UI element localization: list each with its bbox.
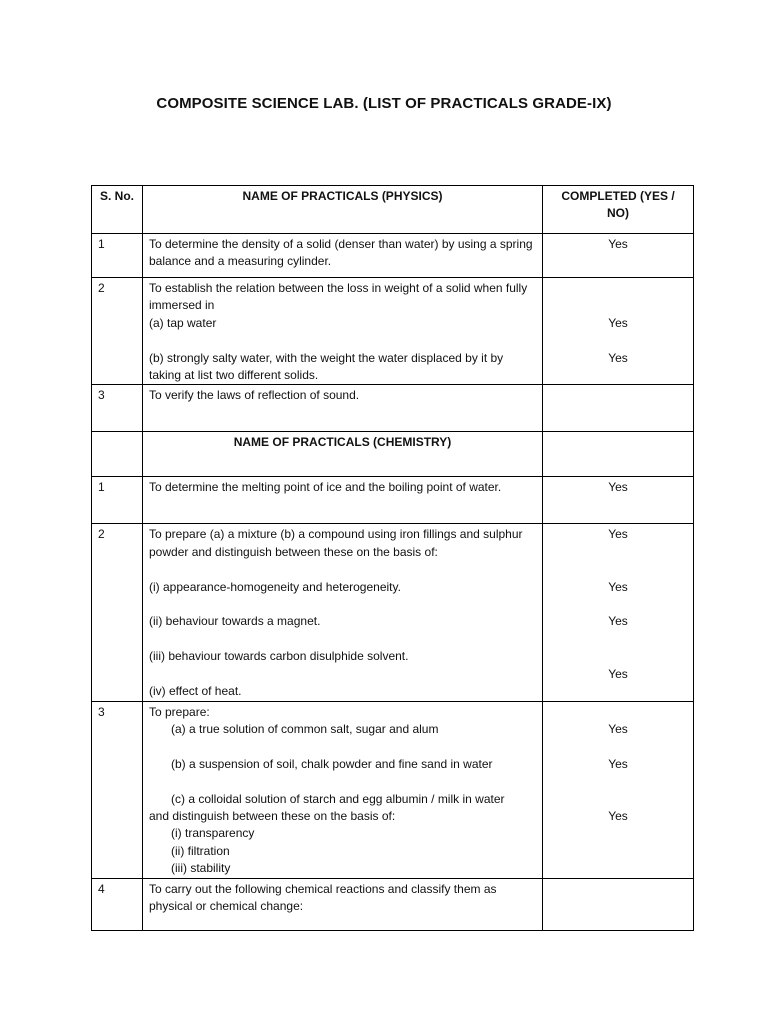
practical-cell: [143, 701, 543, 878]
sno-cell: 2: [92, 278, 143, 385]
status-cell: [543, 385, 694, 432]
practicals-table: [91, 185, 694, 931]
status-cell: Yes: [543, 477, 694, 524]
practical-sub-item: (b) a suspension of soil, chalk powder and fine sand in water: [171, 756, 493, 771]
table-row: [92, 878, 694, 930]
empty-cell: [92, 432, 143, 477]
table-row: [92, 477, 694, 524]
practical-cell: [143, 278, 543, 385]
physics-header-row: [92, 186, 694, 234]
table-row: [92, 524, 694, 701]
status-cell: [543, 524, 694, 701]
sno-cell: 1: [92, 234, 143, 278]
physics-header: NAME OF PRACTICALS (PHYSICS): [143, 186, 543, 234]
table-row: [92, 701, 694, 878]
status-value: Yes: [608, 614, 628, 629]
practical-sub-item: (iii) behaviour towards carbon disulphide solvent.: [149, 649, 409, 664]
document-title: COMPOSITE SCIENCE LAB. (LIST OF PRACTICALS GRADE-IX): [156, 95, 612, 112]
practical-intro: To prepare:: [149, 704, 210, 719]
practical-sub-item: (ii) behaviour towards a magnet.: [149, 614, 321, 629]
status-cell: [543, 278, 694, 385]
sno-cell: 2: [92, 524, 143, 701]
practical-sub-item: (a) a true solution of common salt, sugar and alum: [171, 721, 439, 736]
sno-cell: 3: [92, 701, 143, 878]
status-value: Yes: [608, 808, 628, 823]
practical-sub-item: (iv) effect of heat.: [149, 684, 242, 699]
practical-intro: To prepare (a) a mixture (b) a compound using iron fillings and sulphur powder and distinguish between these on the basis of:: [149, 527, 523, 559]
practical-cell: To verify the laws of reflection of sound.: [143, 385, 543, 432]
status-cell: [543, 701, 694, 878]
completed-header: COMPLETED (YES / NO): [543, 186, 694, 234]
practical-sub-item: (b) strongly salty water, with the weight the water displaced by it by taking at list two different solids.: [149, 350, 504, 383]
practical-sub-item: (a) tap water: [149, 315, 217, 330]
practical-cell: To determine the melting point of ice and the boiling point of water.: [143, 477, 543, 524]
status-value: Yes: [608, 756, 628, 771]
status-cell: [543, 878, 694, 930]
practical-criterion: (i) transparency: [171, 826, 255, 841]
practical-cell: To carry out the following chemical reactions and classify them as physical or chemical change:: [143, 878, 543, 930]
empty-cell: [543, 432, 694, 477]
practical-criterion: (ii) filtration: [171, 843, 230, 858]
chemistry-header-row: [92, 432, 694, 477]
sno-header: S. No.: [92, 186, 143, 234]
practical-criterion: (iii) stability: [171, 861, 231, 876]
status-value: Yes: [608, 527, 628, 542]
status-value: Yes: [608, 579, 628, 594]
sno-cell: 3: [92, 385, 143, 432]
table-row: [92, 278, 694, 385]
table-row: [92, 385, 694, 432]
practical-sub-item: (i) appearance-homogeneity and heterogeneity.: [149, 579, 401, 594]
practical-sub-item: and distinguish between these on the basis of:: [149, 808, 396, 823]
sno-cell: 1: [92, 477, 143, 524]
practical-cell: To determine the density of a solid (denser than water) by using a spring balance and a measuring cylinder.: [143, 234, 543, 278]
practical-cell: [143, 524, 543, 701]
table-row: [92, 234, 694, 278]
status-value: Yes: [608, 666, 628, 681]
chemistry-header: NAME OF PRACTICALS (CHEMISTRY): [143, 432, 543, 477]
practical-sub-item: (c) a colloidal solution of starch and egg albumin / milk in water: [171, 791, 505, 806]
status-value: Yes: [608, 315, 628, 330]
practical-intro: To establish the relation between the loss in weight of a solid when fully immersed in: [149, 281, 528, 313]
status-value: Yes: [608, 721, 628, 736]
status-value: Yes: [608, 350, 628, 365]
sno-cell: 4: [92, 878, 143, 930]
status-cell: Yes: [543, 234, 694, 278]
